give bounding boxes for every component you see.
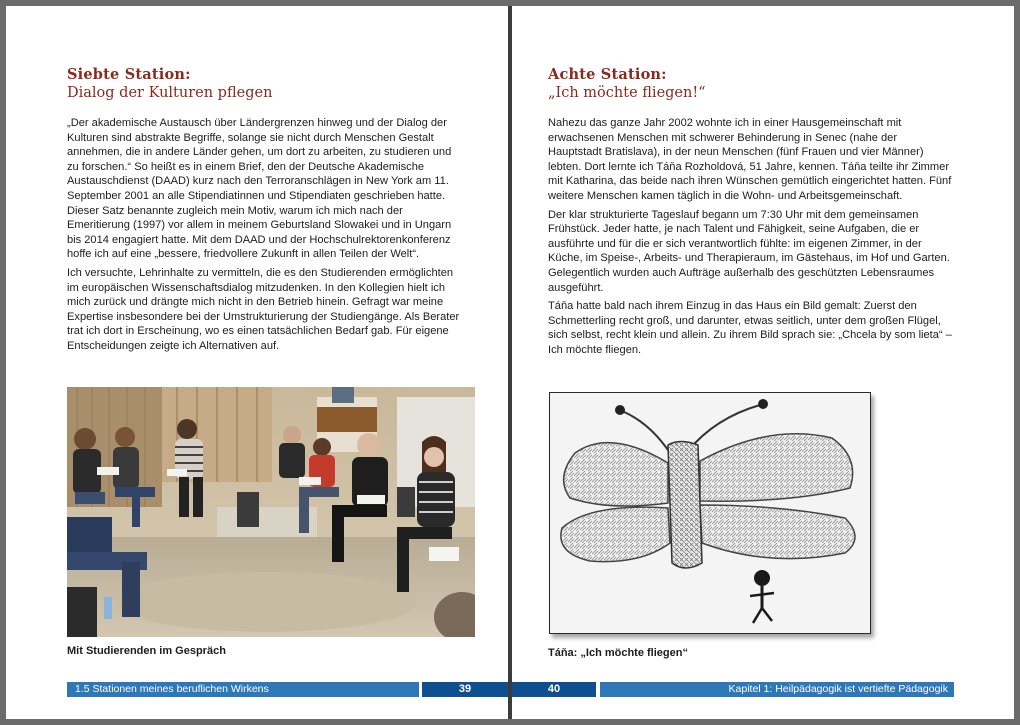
right-body — [548, 116, 952, 362]
right-subheading: „Ich möchte fliegen!“ — [548, 85, 706, 101]
left-paragraph-2: Ich versuchte, Lehrinhalte zu vermitteln, die es den Studierenden ermöglichten im europäischen Wissenschaftsdialog mitzudenken. In den Kollegien hielt ich mich zurück und drängte mich nicht in den Betrieb hinein. Gefragt war meine Expertise insbesondere bei der Umstrukturierung der Studiengänge. Als Berater trat ich dort in Erscheinung, wo es einen tatsächlichen Bedarf gab. Für eigene Entscheidungen zeigte ich Alternativen auf. — [67, 266, 460, 352]
right-paragraph-1: Nahezu das ganze Jahr 2002 wohnte ich in einer Hausgemeinschaft mit erwachsenen Menschen mit schwerer Behinderung in Senec (nahe der Hauptstadt Bratislava), in der neun Menschen (fünf Frauen und vier Männer) lebten. Dort lernte ich Táňa Rozholdová, 51 Jahre, kennen. Táňa teilte ihr Zimmer mit Katharina, das beide nach ihren Wünschen gemütlich eingerichtet hatten. Fünf weitere Menschen kamen täglich in die Wohn- und Arbeitsgemeinschaft. — [548, 117, 952, 202]
left-heading: Siebte Station: — [67, 66, 191, 83]
page-number-right: 40 — [512, 682, 596, 697]
left-page — [6, 6, 508, 719]
photo-caption: Mit Studierenden im Gespräch — [67, 645, 226, 657]
right-heading: Achte Station: — [548, 66, 667, 83]
footer-section-bar: 1.5 Stationen meines beruflichen Wirkens — [67, 682, 419, 697]
left-paragraph-1: „Der akademische Austausch über Ländergrenzen hinweg und der Dialog der Kulturen sind abstrakte Begriffe, solange sie nicht durch Menschen Gestalt annehmen, die in andere Länder gehen, um dort zu arbeiten, zu studieren und zu forschen.“ So heißt es in einem Brief, den der Deutsche Akademische Austauschdienst (DAAD) kurz nach den Terroranschlägen in New York am 11. September 2001 an alle Stipendiatinnen und Stipendiaten geschrieben hatte. Dieser Satz benannte zugleich mein Motiv, warum ich mich nach der Emeritierung (1997) vor allem in meinem Geburtsland Slowakei und in Ungarn bis 2014 engagiert hatte. Mit dem DAAD und der Hochschulrektorenkonferenz hoffe ich auf eine „bessere, friedvollere Zukunft in allen Teilen der Welt“. — [67, 117, 452, 261]
left-subheading: Dialog der Kulturen pflegen — [67, 85, 273, 101]
seminar-photo — [67, 387, 475, 637]
right-paragraph-3: Táňa hatte bald nach ihrem Einzug in das Haus ein Bild gemalt: Zuerst den Schmetterling recht groß, und darunter, etwas seitlich, unter dem großen Flügel, sich selbst, recht klein und allein. Zu ihrem Bild sprach sie: „Chcela by som lieta“ – Ich möchte fliegen. — [548, 300, 952, 356]
drawing-caption: Táňa: „Ich möchte fliegen“ — [548, 647, 688, 659]
left-body — [67, 116, 465, 358]
butterfly-drawing — [549, 392, 871, 634]
right-paragraph-2: Der klar strukturierte Tageslauf begann um 7:30 Uhr mit dem gemeinsamen Frühstück. Jeder hatte, je nach Talent und Fähigkeit, seine Aufgaben, die er ausführte und für die er sich verantwortlich fühlte: im eigenen Zimmer, in der Küche, im Speise-, Arbeits- und Therapieraum, im Gästehaus, im Hof und Garten. Gelegentlich wurden auch Aufträge außerhalb des geschützten Lebensraumes ausgeführt. — [548, 208, 950, 294]
page-number-left: 39 — [422, 682, 508, 697]
footer-chapter-bar: Kapitel 1: Heilpädagogik ist vertiefte Pädagogik — [600, 682, 954, 697]
right-page — [512, 6, 1014, 719]
